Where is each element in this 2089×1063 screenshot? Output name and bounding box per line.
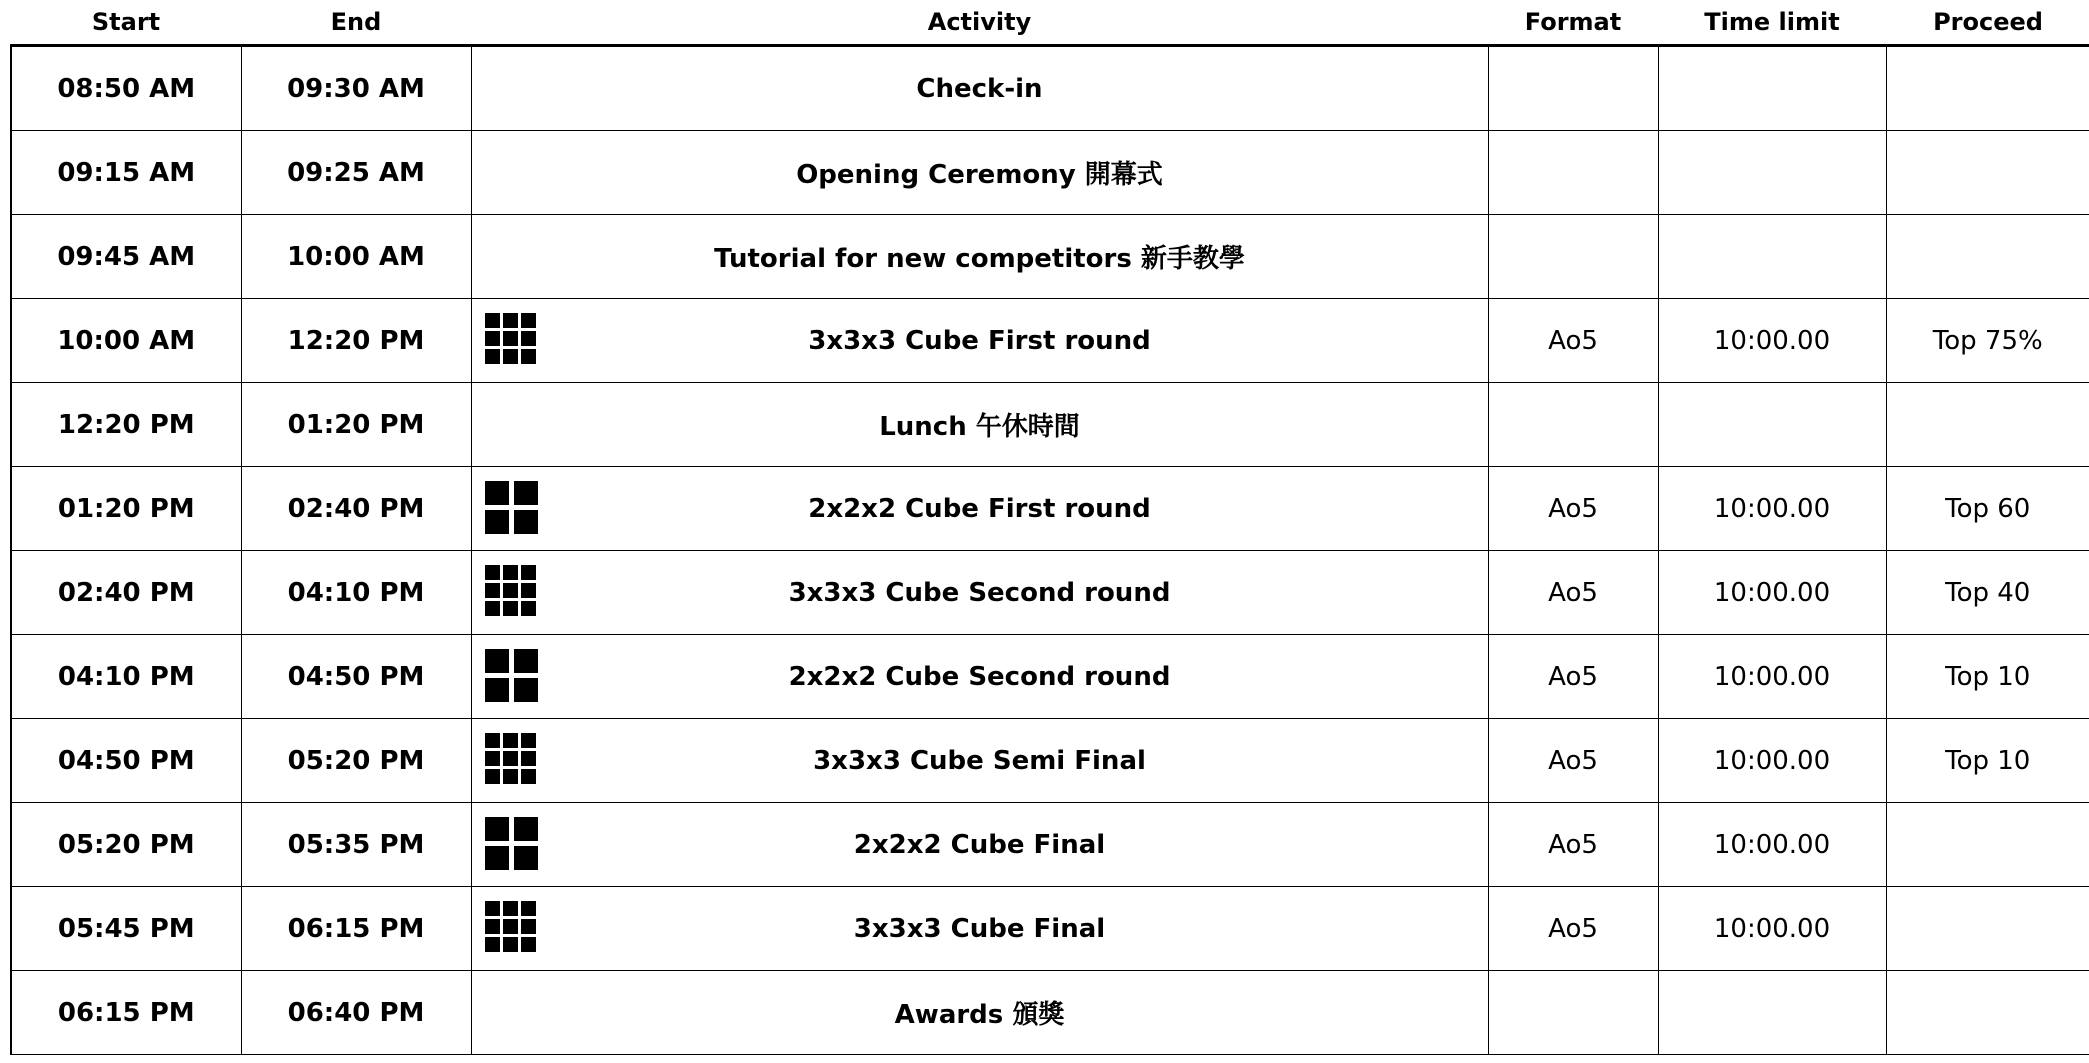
activity-label: 2x2x2 Cube First round [808,493,1151,524]
format-cell: Ao5 [1488,719,1658,803]
activity-cell [471,131,1488,215]
time-limit-cell [1658,971,1886,1055]
time-limit-cell: 10:00.00 [1658,551,1886,635]
proceed-cell [1886,383,2089,467]
activity-cell [471,635,1488,719]
end-time-cell: 02:40 PM [241,467,471,551]
header-proceed: Proceed [1886,0,2089,46]
start-time-cell: 04:50 PM [11,719,241,803]
schedule-row [11,131,2089,215]
start-time-cell: 04:10 PM [11,635,241,719]
activity-cell [471,299,1488,383]
header-row [11,0,2089,46]
proceed-cell [1886,803,2089,887]
schedule-body [11,46,2089,1055]
start-time-cell: 02:40 PM [11,551,241,635]
end-time-cell: 05:35 PM [241,803,471,887]
format-cell [1488,131,1658,215]
time-limit-cell [1658,383,1886,467]
activity-cell [471,215,1488,299]
time-limit-cell: 10:00.00 [1658,299,1886,383]
schedule-row [11,383,2089,467]
activity-label: 3x3x3 Cube Semi Final [813,745,1146,776]
format-cell [1488,215,1658,299]
schedule-row [11,467,2089,551]
time-limit-cell [1658,131,1886,215]
start-time-cell: 05:20 PM [11,803,241,887]
activity-label: 3x3x3 Cube Final [853,913,1106,944]
start-time-cell: 09:15 AM [11,131,241,215]
time-limit-cell: 10:00.00 [1658,887,1886,971]
activity-cell [471,719,1488,803]
schedule-row [11,551,2089,635]
header-activity: Activity [471,0,1488,46]
schedule-row [11,299,2089,383]
schedule-row [11,971,2089,1055]
cube-2x2-icon [485,649,538,702]
format-cell [1488,46,1658,131]
cube-3x3-icon [485,733,536,784]
start-time-cell: 08:50 AM [11,46,241,131]
time-limit-cell: 10:00.00 [1658,803,1886,887]
schedule-row [11,215,2089,299]
end-time-cell: 09:30 AM [241,46,471,131]
activity-cell [471,46,1488,131]
activity-label: Lunch 午休時間 [879,412,1080,442]
end-time-cell: 10:00 AM [241,215,471,299]
cube-3x3-icon [485,313,536,364]
start-time-cell: 12:20 PM [11,383,241,467]
proceed-cell [1886,887,2089,971]
start-time-cell: 10:00 AM [11,299,241,383]
start-time-cell: 06:15 PM [11,971,241,1055]
start-time-cell: 05:45 PM [11,887,241,971]
cube-2x2-icon [485,481,538,534]
end-time-cell: 06:15 PM [241,887,471,971]
time-limit-cell: 10:00.00 [1658,467,1886,551]
activity-cell [471,551,1488,635]
activity-label: Check-in [916,73,1043,104]
activity-label: Awards 頒獎 [894,1000,1065,1030]
format-cell: Ao5 [1488,803,1658,887]
end-time-cell: 12:20 PM [241,299,471,383]
activity-cell [471,803,1488,887]
activity-cell [471,467,1488,551]
proceed-cell: Top 75% [1886,299,2089,383]
format-cell [1488,971,1658,1055]
schedule-row [11,887,2089,971]
start-time-cell: 01:20 PM [11,467,241,551]
schedule-row [11,635,2089,719]
format-cell: Ao5 [1488,635,1658,719]
time-limit-cell [1658,215,1886,299]
cube-2x2-icon [485,817,538,870]
proceed-cell [1886,131,2089,215]
time-limit-cell: 10:00.00 [1658,719,1886,803]
end-time-cell: 05:20 PM [241,719,471,803]
proceed-cell [1886,46,2089,131]
format-cell [1488,383,1658,467]
proceed-cell: Top 10 [1886,719,2089,803]
end-time-cell: 09:25 AM [241,131,471,215]
activity-label: Opening Ceremony 開幕式 [796,160,1163,190]
schedule-row [11,719,2089,803]
proceed-cell: Top 40 [1886,551,2089,635]
activity-cell [471,971,1488,1055]
start-time-cell: 09:45 AM [11,215,241,299]
end-time-cell: 06:40 PM [241,971,471,1055]
format-cell: Ao5 [1488,887,1658,971]
time-limit-cell: 10:00.00 [1658,635,1886,719]
proceed-cell [1886,215,2089,299]
schedule-table [10,0,2089,1055]
end-time-cell: 04:50 PM [241,635,471,719]
end-time-cell: 04:10 PM [241,551,471,635]
proceed-cell: Top 60 [1886,467,2089,551]
time-limit-cell [1658,46,1886,131]
activity-label: 3x3x3 Cube First round [808,325,1151,356]
cube-3x3-icon [485,565,536,616]
activity-label: 2x2x2 Cube Final [853,829,1106,860]
format-cell: Ao5 [1488,551,1658,635]
end-time-cell: 01:20 PM [241,383,471,467]
activity-label: Tutorial for new competitors 新手教學 [714,244,1245,274]
schedule-row [11,46,2089,131]
cube-3x3-icon [485,901,536,952]
header-format: Format [1488,0,1658,46]
activity-cell [471,383,1488,467]
header-start: Start [11,0,241,46]
header-end: End [241,0,471,46]
activity-label: 2x2x2 Cube Second round [788,661,1171,692]
schedule-row [11,803,2089,887]
format-cell: Ao5 [1488,299,1658,383]
proceed-cell: Top 10 [1886,635,2089,719]
activity-cell [471,887,1488,971]
proceed-cell [1886,971,2089,1055]
format-cell: Ao5 [1488,467,1658,551]
activity-label: 3x3x3 Cube Second round [788,577,1171,608]
header-time-limit: Time limit [1658,0,1886,46]
